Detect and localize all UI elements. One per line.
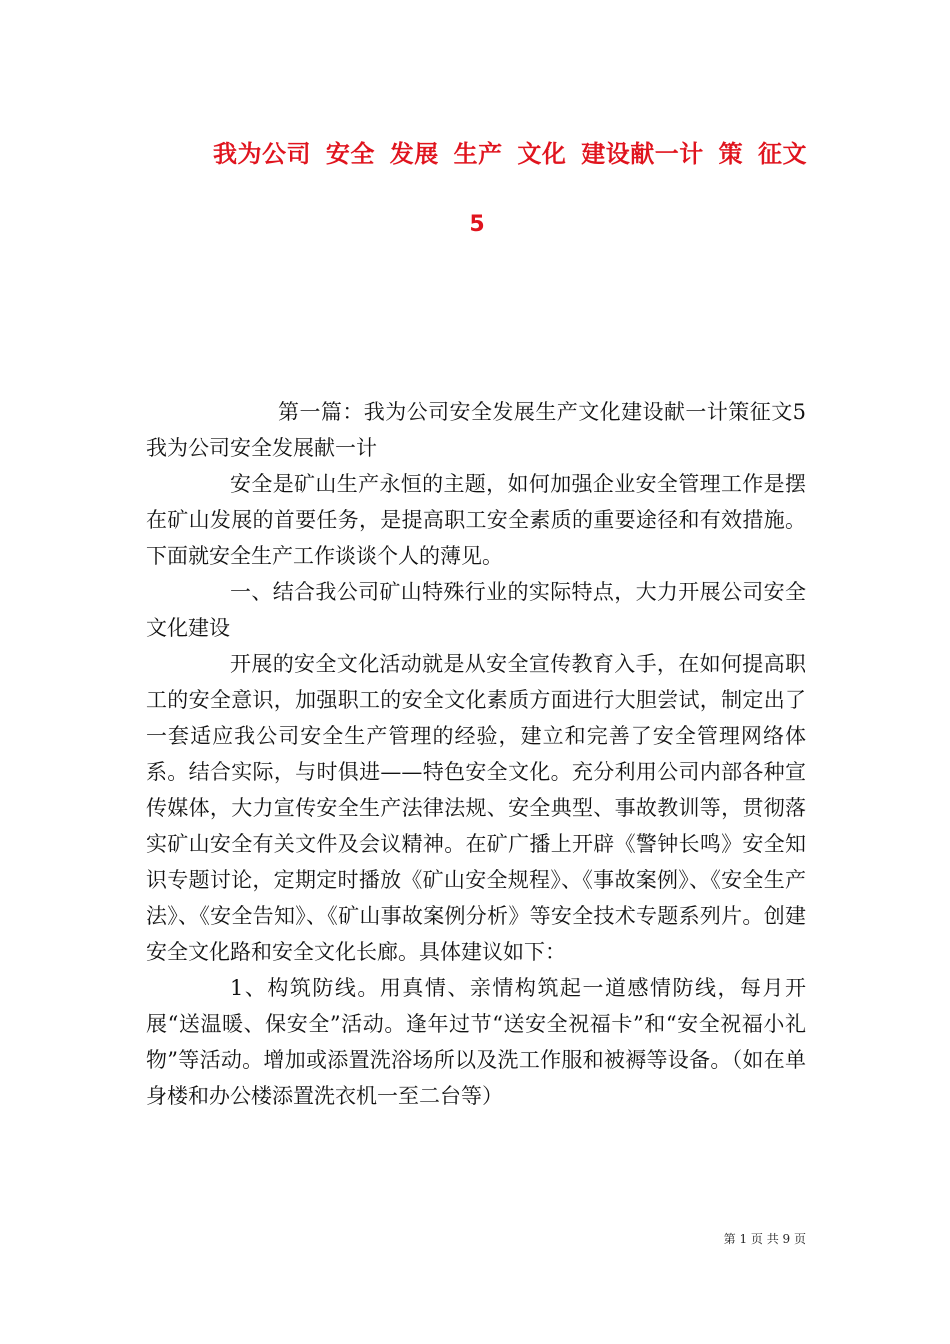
page-number-footer: 第 1 页 共 9 页 — [723, 1232, 806, 1246]
paragraph-heading-one: 一、结合我公司矿山特殊行业的实际特点，大力开展公司安全文化建设 — [146, 580, 806, 640]
paragraph-intro: 安全是矿山生产永恒的主题，如何加强企业安全管理工作是摆在矿山发展的首要任务，是提高职工安全素质的重要途径和有效措施。下面就安全生产工作谈谈个人的薄见。 — [146, 472, 806, 568]
paragraph-body: 开展的安全文化活动就是从安全宣传教育入手，在如何提高职工的安全意识，加强职工的安全文化素质方面进行大胆尝试，制定出了一套适应我公司安全生产管理的经验，建立和完善了安全管理网络体系。结合实际，与时俱进——特色安全文化。充分利用公司内部各种宣传媒体，大力宣传安全生产法律法规、安全典型、事故教训等，贯彻落实矿山安全有关文件及会议精神。在矿广播上开辟《警钟长鸣》安全知识专题讨论，定期定时播放《矿山安全规程》、《事故案例》、《安全生产法》、《安全告知》、《矿山事故案例分析》等安全技术专题系列片。创建安全文化路和安全文化长廊。具体建议如下： — [146, 652, 806, 964]
document-title-continued: 5 — [469, 212, 485, 237]
document-title: 我为公司 安全 发展 生产 文化 建设献一计 策 征文 — [213, 140, 807, 168]
paragraph-item-one: 1、构筑防线。用真情、亲情构筑起一道感情防线，每月开展“送温暖、保安全”活动。逢年过节“送安全祝福卡”和“安全祝福小礼物”等活动。增加或添置洗浴场所以及洗工作服和被褥等设备。（如在单身楼和办公楼添置洗衣机一至二台等） — [146, 976, 806, 1108]
document-body — [146, 394, 806, 1114]
paragraph-section-heading: 第一篇：我为公司安全发展生产文化建设献一计策征文5我为公司安全发展献一计 — [146, 400, 806, 460]
